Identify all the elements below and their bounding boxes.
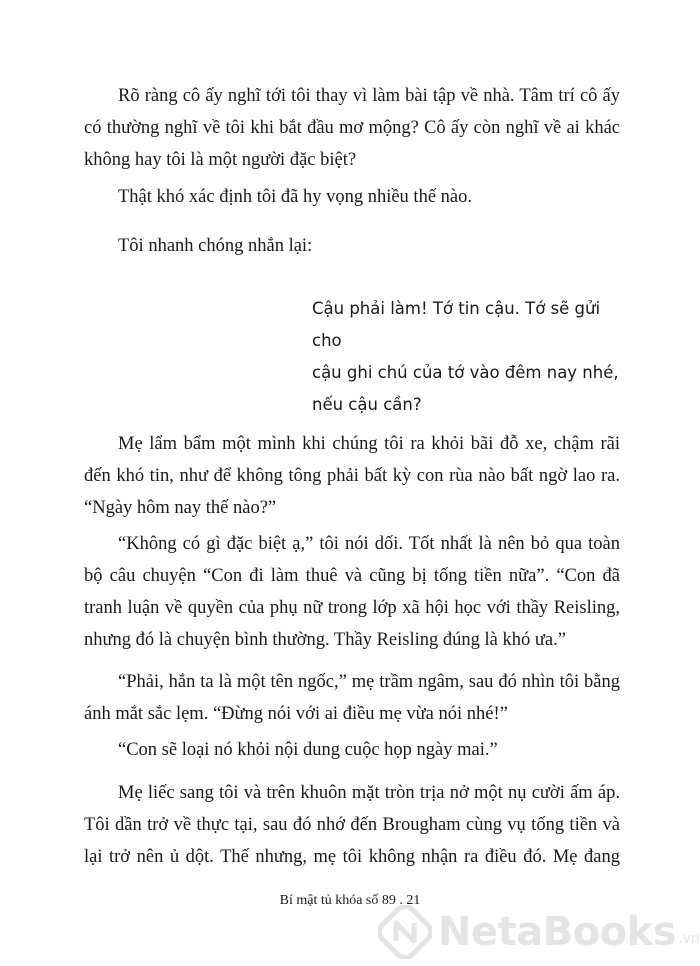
text-line: “Con sẽ loại nó khỏi nội dung cuộc họp ngày mai.”: [118, 740, 498, 760]
paragraph-5: [84, 528, 620, 656]
text-line: Tôi dần trở về thực tại, sau đó nhớ đến Brougham cùng vụ tống tiền và: [84, 815, 620, 835]
text-line: có thường nghĩ về tôi khi bắt đầu mơ mộng? Cô ấy còn nghĩ về ai khác: [84, 118, 620, 138]
text-line: bộ câu chuyện “Con đi làm thuê và cũng bị tống tiền nữa”. “Con đã: [84, 566, 620, 586]
paragraph-6: [84, 666, 620, 730]
paragraph-7: [84, 734, 620, 766]
text-line: Mẹ liếc sang tôi và trên khuôn mặt tròn trịa nở một nụ cười ấm áp.: [118, 783, 620, 803]
message-line: Cậu phải làm! Tớ tin cậu. Tớ sẽ gửi cho: [312, 299, 601, 350]
text-message: [312, 293, 632, 421]
text-line: “Không có gì đặc biệt ạ,” tôi nói dối. Tốt nhất là nên bỏ qua toàn: [118, 534, 620, 554]
text-line: “Ngày hôm nay thế nào?”: [84, 498, 277, 518]
text-line: Tôi nhanh chóng nhắn lại:: [118, 236, 313, 256]
paragraph-8: [84, 777, 620, 873]
paragraph-2: [84, 181, 620, 213]
text-line: Thật khó xác định tôi đã hy vọng nhiều thế nào.: [118, 187, 472, 207]
watermark-text: NetaBooks: [438, 909, 677, 955]
text-line: tranh luận về quyền của phụ nữ trong lớp xã hội học với thầy Reisling,: [84, 598, 620, 618]
text-line: không hay tôi là một người đặc biệt?: [84, 150, 357, 170]
text-line: nhưng đó là chuyện bình thường. Thầy Reisling đúng là khó ưa.”: [84, 630, 566, 650]
text-line: “Phải, hắn ta là một tên ngốc,” mẹ trầm ngâm, sau đó nhìn tôi bằng: [118, 672, 620, 692]
text-line: ánh mắt sắc lẹm. “Đừng nói với ai điều mẹ vừa nói nhé!”: [84, 704, 508, 724]
watermark-suffix: .vn: [678, 931, 700, 947]
paragraph-3: [84, 230, 620, 262]
watermark: [378, 903, 700, 961]
text-line: Mẹ lẩm bẩm một mình khi chúng tôi ra khỏi bãi đỗ xe, chậm rãi: [118, 434, 620, 454]
text-line: Rõ ràng cô ấy nghĩ tới tôi thay vì làm bài tập về nhà. Tâm trí cô ấy: [118, 86, 620, 106]
text-line: đến khó tin, như để không tông phải bất kỳ con rùa nào bất ngờ lao ra.: [84, 466, 620, 486]
page-footer: Bí mật tủ khóa số 89 . 21: [279, 893, 421, 908]
message-line: cậu ghi chú của tớ vào đêm nay nhé,: [312, 363, 619, 382]
paragraph-4: [84, 428, 620, 524]
netabooks-logo-icon: [378, 905, 432, 959]
text-line: lại trở nên ủ dột. Thế nhưng, mẹ tôi không nhận ra điều đó. Mẹ đang: [84, 847, 620, 867]
message-line: nếu cậu cần?: [312, 395, 422, 414]
paragraph-1: [84, 80, 620, 176]
